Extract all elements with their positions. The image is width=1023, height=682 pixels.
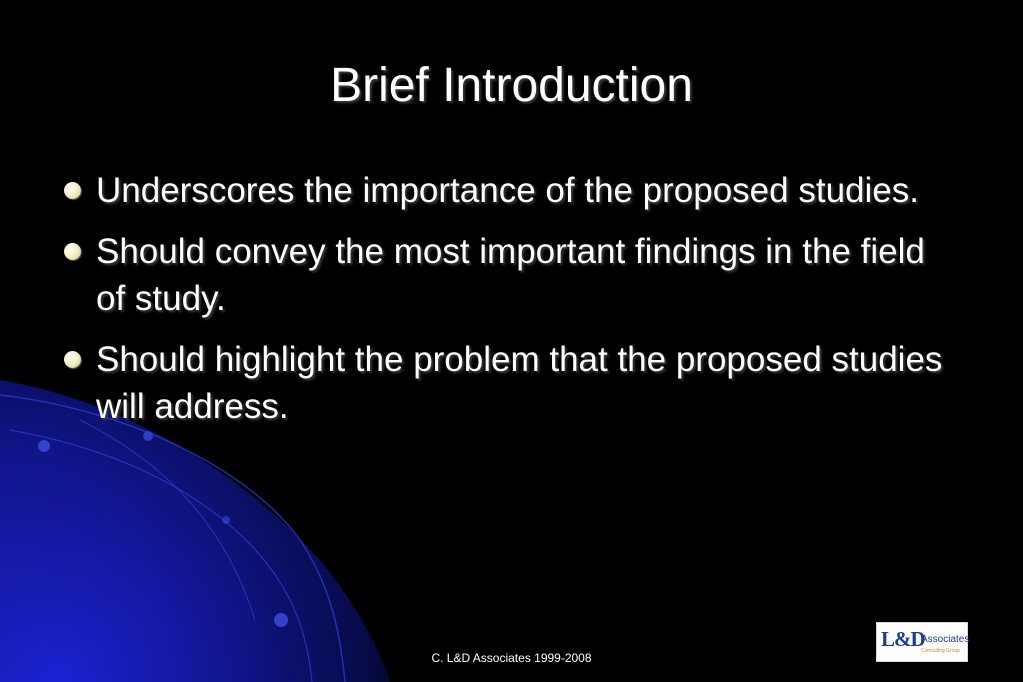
bullet-item [60,336,960,430]
bullet-item [60,167,960,214]
slide-title: Brief Introduction [330,59,693,112]
swirl-dot-1 [38,440,50,452]
slide-footer: C. L&D Associates 1999-2008 [431,651,592,665]
company-logo [876,622,968,662]
bullet-item [60,228,960,322]
logo-name: Associates [921,634,970,645]
bullet-text: Underscores the importance of the proposed studies. [96,171,919,210]
bullet-text: Should highlight the problem that the proposed studies will address. [96,340,943,426]
swirl-dot-4 [222,516,230,524]
bullet-text: Should convey the most important findings in the field of study. [96,232,925,318]
bullet-icon [64,182,81,199]
bullet-list [60,167,960,444]
logo-mark: L&D [881,627,925,651]
logo-tagline: Consulting Group [921,648,960,654]
swirl-dot-3 [274,613,288,627]
bullet-icon [64,351,81,368]
bullet-icon [64,243,81,260]
